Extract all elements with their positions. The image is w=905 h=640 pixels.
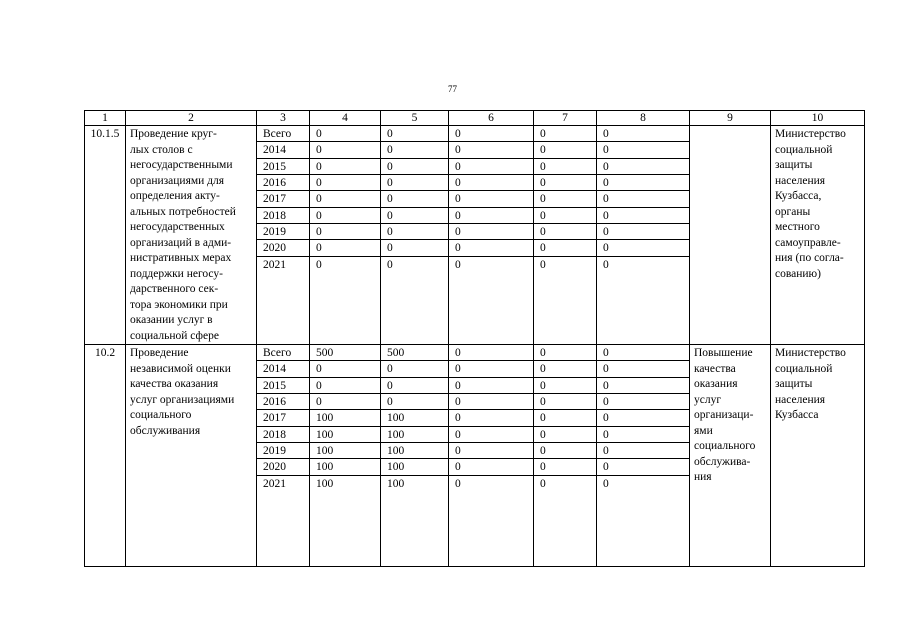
table-cell: 0 bbox=[316, 258, 322, 271]
value-column-6 bbox=[449, 345, 534, 567]
table-cell: 0 bbox=[381, 361, 448, 377]
table-cell: 100 bbox=[387, 477, 405, 490]
table-cell: 0 bbox=[381, 224, 448, 240]
value-column-5 bbox=[381, 345, 449, 567]
table-cell: 0 bbox=[310, 142, 380, 158]
text-line: самоуправле- bbox=[775, 236, 841, 249]
text-line: организациями для bbox=[130, 174, 225, 187]
text-line: оказания bbox=[694, 378, 738, 390]
table-cell: 0 bbox=[310, 208, 380, 224]
table-cell: 100 bbox=[381, 443, 448, 459]
table-cell: 0 bbox=[597, 394, 689, 410]
text-line: тора экономики при bbox=[130, 298, 228, 311]
table-cell: Всего bbox=[257, 345, 309, 361]
table-cell: 0 bbox=[310, 224, 380, 240]
text-line: организаций в адми- bbox=[130, 236, 232, 249]
table-cell: 0 bbox=[534, 142, 596, 158]
table-cell: 0 bbox=[310, 175, 380, 191]
table-cell: 0 bbox=[449, 427, 533, 443]
text-line: Повышение bbox=[694, 347, 753, 359]
header-cell: 1 bbox=[85, 111, 126, 126]
value-column-8 bbox=[597, 345, 690, 567]
table-row bbox=[85, 126, 865, 345]
table-cell: 0 bbox=[310, 394, 380, 410]
table-cell: 100 bbox=[310, 410, 380, 426]
table-cell: 0 bbox=[455, 477, 461, 490]
measure-name bbox=[126, 345, 257, 567]
table-cell: 0 bbox=[449, 224, 533, 240]
text-line: ями bbox=[694, 424, 713, 437]
value-column-4 bbox=[310, 126, 381, 345]
years-column bbox=[257, 345, 310, 567]
table-cell: 2018 bbox=[257, 208, 309, 224]
table-cell: 0 bbox=[603, 477, 609, 490]
table-cell: 0 bbox=[449, 208, 533, 224]
text-line: нистративных мерах bbox=[130, 252, 232, 264]
table-cell: 2014 bbox=[257, 142, 309, 158]
table-row bbox=[85, 345, 865, 567]
text-line: независимой оценки bbox=[130, 362, 231, 375]
text-line: социальной bbox=[775, 143, 833, 156]
table-cell: 0 bbox=[597, 191, 689, 207]
table-cell: 100 bbox=[381, 459, 448, 475]
text-line: лых столов с bbox=[130, 143, 193, 156]
table-cell: 0 bbox=[534, 410, 596, 426]
value-column-6 bbox=[449, 126, 534, 345]
table-cell: 0 bbox=[381, 159, 448, 175]
table-cell: 0 bbox=[310, 240, 380, 256]
table-cell: 100 bbox=[310, 443, 380, 459]
table-cell: 0 bbox=[534, 345, 596, 361]
text-line: альных потребностей bbox=[130, 205, 236, 218]
text-line: населения bbox=[775, 174, 826, 187]
table-cell: 0 bbox=[534, 378, 596, 394]
table-cell: 0 bbox=[449, 175, 533, 191]
table-cell: 0 bbox=[381, 175, 448, 191]
text-line: защиты bbox=[775, 378, 813, 390]
text-line: поддержки негосу- bbox=[130, 267, 223, 280]
program-table bbox=[84, 110, 865, 567]
responsible-executor bbox=[771, 345, 865, 567]
table-cell: 0 bbox=[597, 175, 689, 191]
text-line: социального bbox=[694, 440, 756, 452]
table-cell: 0 bbox=[381, 126, 448, 142]
table-cell: 0 bbox=[534, 224, 596, 240]
table-cell: 0 bbox=[597, 126, 689, 142]
expected-result bbox=[690, 126, 771, 345]
text-line: населения bbox=[775, 393, 826, 406]
text-line: организаци- bbox=[694, 409, 754, 421]
table-cell: 2016 bbox=[257, 394, 309, 410]
table-cell: 2018 bbox=[257, 427, 309, 443]
text-line: качества оказания bbox=[130, 378, 219, 390]
header-cell: 4 bbox=[310, 111, 381, 126]
header-cell: 3 bbox=[257, 111, 310, 126]
table-cell: 0 bbox=[534, 208, 596, 224]
table-cell: 0 bbox=[381, 142, 448, 158]
table-cell: 2014 bbox=[257, 361, 309, 377]
table-cell: 2019 bbox=[257, 443, 309, 459]
table-cell: 0 bbox=[603, 258, 609, 271]
table-cell: 0 bbox=[540, 477, 546, 490]
table-cell: 0 bbox=[449, 240, 533, 256]
table-cell: 2017 bbox=[257, 191, 309, 207]
text-line: социального bbox=[130, 409, 192, 421]
text-line: обслуживания bbox=[130, 424, 201, 437]
table-cell: 100 bbox=[381, 427, 448, 443]
table-cell: 2021 bbox=[263, 477, 286, 490]
table-cell: 2015 bbox=[257, 378, 309, 394]
table-cell: 0 bbox=[597, 427, 689, 443]
value-column-7 bbox=[534, 126, 597, 345]
text-line: Кузбасса bbox=[775, 409, 819, 421]
table-cell: 0 bbox=[534, 240, 596, 256]
column-number-row bbox=[85, 111, 865, 126]
table-cell: 0 bbox=[449, 142, 533, 158]
expected-result bbox=[690, 345, 771, 567]
text-line: определения акту- bbox=[130, 190, 220, 202]
table-cell: 0 bbox=[381, 378, 448, 394]
header-cell: 5 bbox=[381, 111, 449, 126]
header-cell: 2 bbox=[126, 111, 257, 126]
table-cell: 2017 bbox=[257, 410, 309, 426]
text-line: Проведение круг- bbox=[130, 128, 217, 140]
table-cell: 0 bbox=[534, 126, 596, 142]
text-line: местного bbox=[775, 221, 820, 233]
table-cell: 0 bbox=[534, 159, 596, 175]
table-cell: 0 bbox=[534, 175, 596, 191]
table-cell: 0 bbox=[597, 159, 689, 175]
header-cell: 8 bbox=[597, 111, 690, 126]
table-cell: 0 bbox=[534, 191, 596, 207]
table-cell: 0 bbox=[310, 159, 380, 175]
table-cell: 0 bbox=[597, 208, 689, 224]
years-column bbox=[257, 126, 310, 345]
table-cell: 0 bbox=[597, 378, 689, 394]
table-cell: 2020 bbox=[257, 459, 309, 475]
table-cell: 0 bbox=[449, 191, 533, 207]
table-cell: 2019 bbox=[257, 224, 309, 240]
table-cell: 2015 bbox=[257, 159, 309, 175]
text-line: Министерство bbox=[775, 347, 846, 359]
table-cell: 100 bbox=[310, 459, 380, 475]
text-line: защиты bbox=[775, 159, 813, 171]
value-column-4 bbox=[310, 345, 381, 567]
table-cell: 0 bbox=[597, 345, 689, 361]
table-cell: 0 bbox=[381, 240, 448, 256]
table-cell: 0 bbox=[381, 394, 448, 410]
table-cell: 0 bbox=[310, 126, 380, 142]
table-cell: 0 bbox=[534, 427, 596, 443]
header-cell: 10 bbox=[771, 111, 865, 126]
table-cell: 0 bbox=[534, 459, 596, 475]
table-cell: 0 bbox=[534, 443, 596, 459]
text-line: социальной сфере bbox=[130, 329, 219, 342]
text-line: Проведение bbox=[130, 347, 189, 359]
table-cell: 2020 bbox=[257, 240, 309, 256]
row-code: 10.2 bbox=[85, 345, 126, 567]
text-line: негосударственными bbox=[130, 159, 233, 171]
value-column-7 bbox=[534, 345, 597, 567]
table-cell: 0 bbox=[449, 394, 533, 410]
measure-name bbox=[126, 126, 257, 345]
table-cell: Всего bbox=[257, 126, 309, 142]
table-cell: 0 bbox=[597, 443, 689, 459]
table-cell: 0 bbox=[534, 361, 596, 377]
table-cell: 0 bbox=[597, 142, 689, 158]
value-column-8 bbox=[597, 126, 690, 345]
text-line: услуг bbox=[694, 393, 722, 406]
table-cell: 100 bbox=[316, 477, 334, 490]
table-cell: 0 bbox=[449, 159, 533, 175]
table-cell: 0 bbox=[310, 378, 380, 394]
text-line: ния (по согла- bbox=[775, 252, 844, 264]
row-code: 10.1.5 bbox=[85, 126, 126, 345]
table-cell: 0 bbox=[597, 410, 689, 426]
text-line: ния bbox=[694, 471, 712, 483]
table-cell: 0 bbox=[449, 410, 533, 426]
header-cell: 7 bbox=[534, 111, 597, 126]
text-line: оказании услуг в bbox=[130, 314, 213, 326]
table-cell: 0 bbox=[449, 459, 533, 475]
header-cell: 6 bbox=[449, 111, 534, 126]
table-cell: 0 bbox=[387, 258, 393, 271]
table-cell: 0 bbox=[310, 191, 380, 207]
table-cell: 0 bbox=[449, 345, 533, 361]
text-line: обслужива- bbox=[694, 455, 751, 468]
table-cell: 0 bbox=[534, 394, 596, 410]
table-cell: 0 bbox=[597, 361, 689, 377]
text-line: сованию) bbox=[775, 267, 821, 280]
value-column-5 bbox=[381, 126, 449, 345]
table-cell: 100 bbox=[381, 410, 448, 426]
table-cell: 500 bbox=[381, 345, 448, 361]
header-cell: 9 bbox=[690, 111, 771, 126]
text-line: органы bbox=[775, 205, 811, 218]
table-cell: 0 bbox=[449, 378, 533, 394]
table-cell: 0 bbox=[381, 208, 448, 224]
table-cell: 0 bbox=[540, 258, 546, 271]
table-cell: 0 bbox=[449, 443, 533, 459]
page-number: 77 bbox=[448, 84, 457, 94]
table-cell: 0 bbox=[310, 361, 380, 377]
table-cell: 0 bbox=[449, 126, 533, 142]
text-line: негосударственных bbox=[130, 221, 225, 233]
table-cell: 2016 bbox=[257, 175, 309, 191]
table-cell: 0 bbox=[597, 459, 689, 475]
text-line: социальной bbox=[775, 362, 833, 375]
text-line: Министерство bbox=[775, 128, 846, 140]
table-cell: 0 bbox=[597, 224, 689, 240]
text-line: услуг организациями bbox=[130, 393, 235, 406]
text-line: Кузбасса, bbox=[775, 190, 822, 202]
text-line: качества bbox=[694, 362, 736, 375]
table-cell: 0 bbox=[449, 361, 533, 377]
table-cell: 100 bbox=[310, 427, 380, 443]
text-line: дарственного сек- bbox=[130, 283, 219, 295]
responsible-executor bbox=[771, 126, 865, 345]
table-cell: 2021 bbox=[263, 258, 286, 271]
table-cell: 500 bbox=[310, 345, 380, 361]
table-cell: 0 bbox=[381, 191, 448, 207]
table-cell: 0 bbox=[455, 258, 461, 271]
table-cell: 0 bbox=[597, 240, 689, 256]
